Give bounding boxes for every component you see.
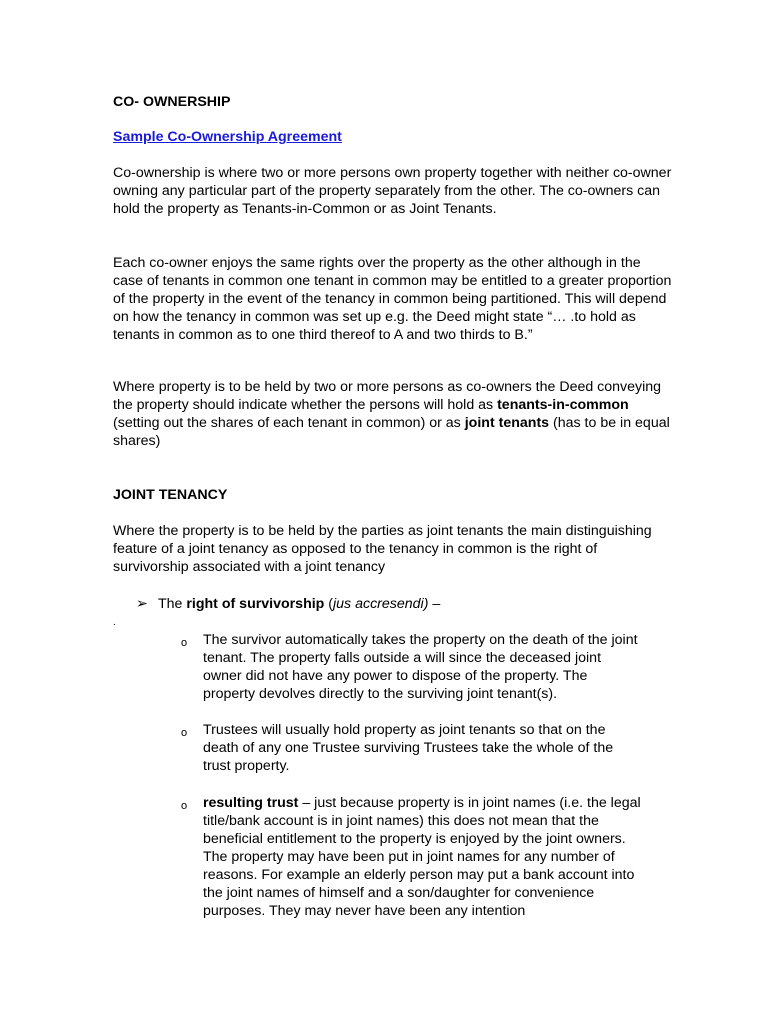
para3-text-3: (has to be in equal shares) bbox=[113, 415, 670, 449]
sub-item-3-text bbox=[203, 794, 643, 920]
para3-text-1: Where property is to be held by two or more persons as co-owners the Deed conveying the property should indicate whether the persons will hold as bbox=[113, 379, 662, 413]
stray-dot: . bbox=[113, 617, 116, 628]
paragraph-3 bbox=[113, 378, 673, 450]
bullet-paren: ( bbox=[324, 596, 334, 612]
joint-tenancy-heading: JOINT TENANCY bbox=[113, 487, 228, 503]
para3-text-2: (setting out the shares of each tenant in common) or as bbox=[113, 415, 465, 431]
sub-item-2-text: Trustees will usually hold property as joint tenants so that on the death of any one Trustee surviving Trustees take the whole of the trust property. bbox=[203, 722, 614, 774]
bullet-pre: The bbox=[158, 596, 187, 612]
resulting-trust-label: resulting trust bbox=[203, 795, 299, 811]
sub-item-1-text: The survivor automatically takes the property on the death of the joint tenant. The property falls outside a will since the deceased joint owner did not have any power to dispose of the property. The property devolves directly to the surviving joint tenant(s). bbox=[203, 632, 638, 702]
circle-bullet-icon: o bbox=[181, 637, 188, 649]
circle-bullet-icon: o bbox=[181, 727, 188, 739]
arrow-bullet-icon: ➢ bbox=[136, 596, 148, 612]
bullet-bold: right of survivorship bbox=[186, 596, 325, 612]
sample-agreement-link-wrap bbox=[113, 128, 673, 146]
para3-tenants-in-common: tenants-in-common bbox=[497, 397, 629, 413]
bullet-post: – bbox=[428, 596, 441, 612]
resulting-trust-text: – just because property is in joint names (i.e. the legal title/bank account is in joint names) this does not mean that the beneficial entitlement to the property is enjoyed by the joint owners. The property may have been put in joint names for any number of reasons. For example an elderly person may put a bank account into the joint names of himself and a son/daughter for convenience purposes. They may never have been any intention bbox=[203, 795, 641, 919]
circle-bullet-icon: o bbox=[181, 800, 188, 812]
section-heading: CO- OWNERSHIP bbox=[113, 94, 231, 110]
paragraph-1: Co-ownership is where two or more persons own property together with neither co-owner owning any particular part of the property separately from the other. The co-owners can hold the property as Tenants-in-Common or as Joint Tenants. bbox=[113, 165, 672, 217]
paragraph-2: Each co-owner enjoys the same rights over the property as the other although in the case of tenants in common one tenant in common may be entitled to a greater proportion of the property in the event of the tenancy in common being partitioned. This will depend on how the tenancy in common was set up e.g. the Deed might state “… .to hold as tenants in common as to one third thereof to A and two thirds to B.” bbox=[113, 255, 672, 343]
bullet-italic: jus accresendi) bbox=[333, 596, 429, 612]
sample-agreement-link[interactable]: Sample Co-Ownership Agreement bbox=[113, 129, 342, 145]
paragraph-4: Where the property is to be held by the parties as joint tenants the main distinguishing feature of a joint tenancy as opposed to the tenancy in common is the right of survivorship associated with a joint tenancy bbox=[113, 523, 652, 575]
para3-joint-tenants: joint tenants bbox=[464, 415, 550, 431]
survivorship-bullet bbox=[136, 595, 676, 613]
